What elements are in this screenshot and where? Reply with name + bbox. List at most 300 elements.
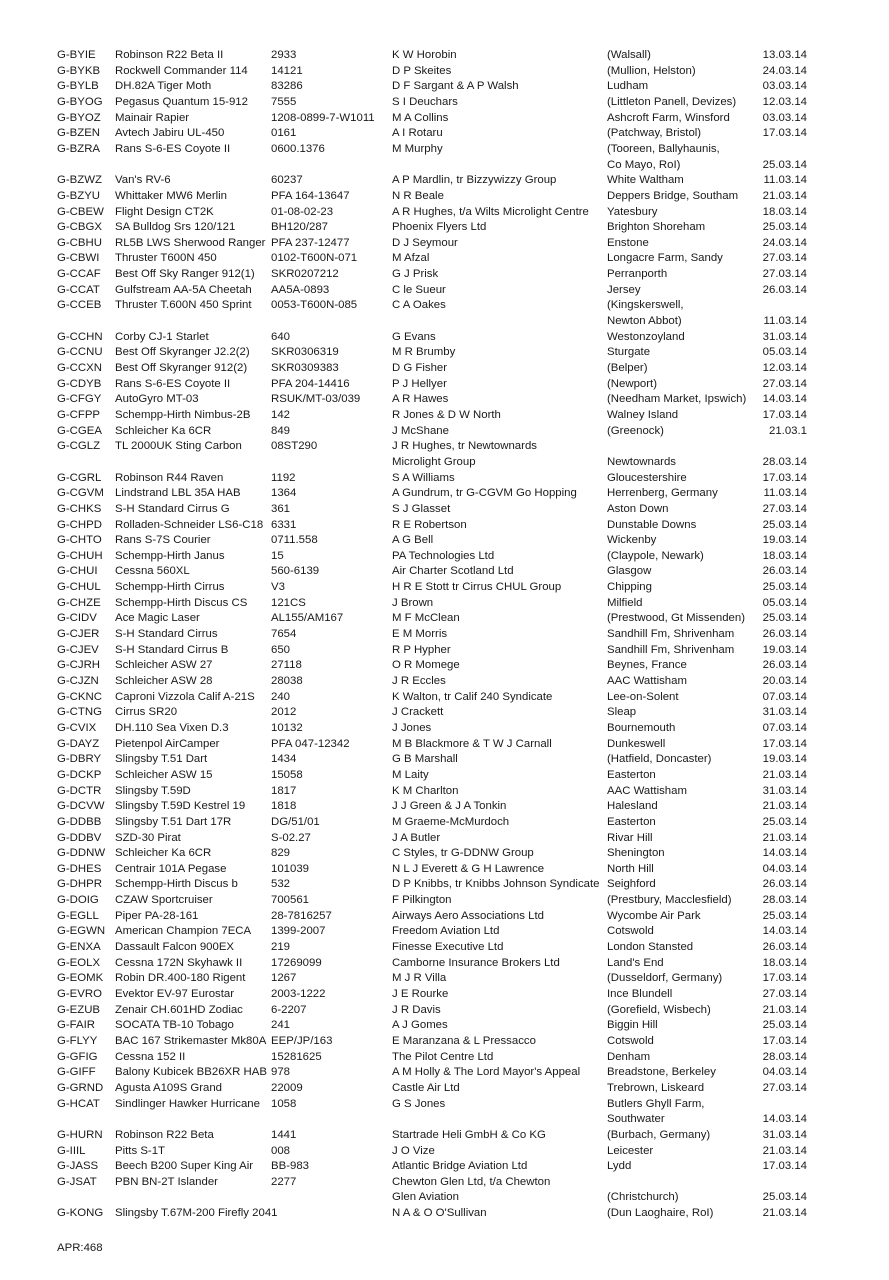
registration: G-CJZN [57, 675, 99, 687]
registration: G-CHUH [57, 549, 103, 562]
registration: G-ENXA [57, 941, 101, 954]
constructor-number: PFA 164-13647 [271, 189, 350, 202]
owner: Freedom Aviation Ltd [392, 925, 500, 938]
registration-date: 14.03.14 [762, 925, 807, 938]
registration-date: 21.03.14 [762, 1144, 807, 1157]
registration: G-FAIR [57, 1019, 95, 1032]
registration: G-JASS [57, 1160, 99, 1173]
owner: Finesse Executive Ltd [392, 941, 504, 954]
register-row [57, 205, 817, 221]
registration-date: 25.03.14 [762, 909, 807, 922]
registration: G-CJER [57, 628, 100, 641]
constructor-number: 361 [271, 502, 291, 515]
registration: G-BZEN [57, 127, 101, 140]
base-location: Chipping [607, 581, 652, 594]
constructor-number: 1818 [271, 800, 297, 813]
constructor-number: BH120/287 [271, 221, 328, 234]
aircraft-type: Best Off Skyranger J2.2(2) [115, 346, 250, 359]
aircraft-type: Mainair Rapier [115, 111, 190, 124]
register-row [57, 987, 817, 1003]
register-row [57, 189, 817, 205]
base-location: (Burbach, Germany) [607, 1128, 711, 1141]
owner: J McShane [392, 424, 449, 437]
registration: G-CCAT [57, 283, 100, 296]
registration-date: 11.03.14 [763, 315, 807, 328]
base-location: Glasgow [607, 565, 652, 578]
owner: P J Hellyer [392, 377, 447, 390]
aircraft-type: Caproni Vizzola Calif A-21S [115, 690, 255, 703]
register-row [57, 533, 817, 549]
registration-date: 14.03.14 [762, 847, 807, 860]
constructor-number: AL155/AM167 [271, 612, 344, 625]
base-location-line-2: Southwater [607, 1113, 665, 1126]
aircraft-type: Beech B200 Super King Air [115, 1160, 254, 1173]
base-location: Milfield [607, 596, 643, 609]
registration-date: 26.03.14 [762, 565, 807, 578]
registration-date: 26.03.14 [762, 659, 807, 672]
registration: G-BZRA [57, 142, 101, 155]
base-location-line-2: Newton Abbot) [607, 315, 682, 328]
aircraft-type: Best Off Skyranger 912(2) [115, 362, 248, 374]
registration: G-BZWZ [57, 174, 102, 187]
register-row [57, 267, 817, 283]
registration-date: 17.03.14 [762, 972, 807, 985]
register-row [57, 424, 817, 440]
owner: Chewton Glen Ltd, t/a Chewton [392, 1175, 551, 1188]
registration: G-IIIL [57, 1144, 86, 1157]
constructor-number: 01-08-02-23 [271, 205, 334, 218]
constructor-number: EEP/JP/163 [271, 1034, 333, 1047]
aircraft-type: Avtech Jabiru UL-450 [115, 127, 225, 140]
registration-date: 05.03.14 [762, 346, 807, 359]
register-row [57, 298, 817, 329]
constructor-number: 0600.1376 [271, 142, 325, 155]
registration-date: 17.03.14 [762, 1160, 807, 1173]
base-location: Yatesbury [607, 205, 658, 218]
owner: The Pilot Centre Ltd [392, 1050, 494, 1063]
constructor-number: SKR0306319 [271, 346, 339, 359]
registration-date: 18.03.14 [762, 549, 807, 562]
owner: Startrade Heli GmbH & Co KG [392, 1128, 546, 1141]
base-location: (Patchway, Bristol) [607, 127, 702, 140]
registration-date: 24.03.14 [762, 64, 807, 77]
registration: G-CIDV [57, 612, 97, 625]
registration: G-CCAF [57, 268, 101, 281]
base-location: Deppers Bridge, Southam [607, 189, 739, 202]
constructor-number: 08ST290 [271, 440, 318, 453]
registration-date: 28.03.14 [762, 1050, 807, 1063]
base-location: (Dun Laoghaire, RoI) [607, 1207, 714, 1220]
base-location: White Waltham [607, 174, 684, 187]
owner: M A Collins [392, 111, 449, 124]
register-row [57, 236, 817, 252]
constructor-number: 101039 [271, 862, 310, 875]
owner: Phoenix Flyers Ltd [392, 221, 487, 234]
aircraft-type: SA Bulldog Srs 120/121 [115, 221, 236, 234]
owner: O R Momege [392, 659, 460, 672]
registration-date: 25.03.14 [762, 612, 807, 625]
registration: G-GIFF [57, 1066, 96, 1079]
aircraft-type: Rolladen-Schneider LS6-C18 [115, 518, 264, 531]
registration-date: 04.03.14 [762, 862, 807, 875]
constructor-number: PFA 237-12477 [271, 236, 350, 249]
base-location: North Hill [607, 862, 654, 875]
register-row [57, 392, 817, 408]
constructor-number: SKR0309383 [271, 362, 339, 374]
owner: E M Morris [392, 628, 448, 641]
registration-date: 25.03.14 [762, 815, 807, 828]
aircraft-type: Cessna 172N Skyhawk II [115, 956, 243, 969]
registration: G-CTNG [57, 706, 102, 719]
registration-date: 12.03.14 [762, 95, 807, 108]
constructor-number: PFA 204-14416 [271, 377, 350, 390]
owner: M F McClean [392, 612, 460, 625]
constructor-number: DG/51/01 [271, 815, 320, 828]
aircraft-type: TL 2000UK Sting Carbon [115, 440, 242, 453]
owner-line-2: Glen Aviation [392, 1191, 459, 1204]
base-location: (Kingskerswell, [607, 299, 684, 312]
base-location: Sleap [607, 706, 637, 719]
register-row [57, 251, 817, 267]
base-location: London Stansted [607, 941, 694, 954]
aircraft-type: DH.82A Tiger Moth [115, 80, 212, 93]
registration: G-CBWI [57, 252, 100, 265]
constructor-number: 142 [271, 408, 291, 421]
aircraft-type: Pitts S-1T [115, 1144, 166, 1157]
owner: A Gundrum, tr G-CGVM Go Hopping [392, 487, 577, 500]
register-row [57, 1034, 817, 1050]
register-row [57, 377, 817, 393]
register-row [57, 705, 817, 721]
base-location: Trebrown, Liskeard [607, 1081, 705, 1094]
base-location: (Needham Market, Ipswich) [607, 393, 747, 406]
constructor-number: 0711.558 [271, 534, 318, 547]
registration-date: 21.03.14 [762, 1003, 807, 1016]
base-location: Butlers Ghyll Farm, [607, 1097, 705, 1110]
base-location-line-2: (Christchurch) [607, 1191, 679, 1204]
owner: M Laity [392, 768, 429, 781]
base-location: Perranporth [607, 268, 668, 281]
registration: G-CCHN [57, 330, 103, 343]
registration: G-CHKS [57, 502, 102, 515]
aircraft-type: Rans S-7S Courier [115, 534, 211, 547]
registration-date: 18.03.14 [762, 205, 807, 218]
aircraft-type: Schleicher Ka 6CR [115, 424, 212, 437]
aircraft-type: Robin DR.400-180 Rigent [115, 972, 246, 985]
aircraft-type: Pietenpol AirCamper [115, 737, 220, 750]
registration: G-CFGY [57, 393, 102, 406]
register-row [57, 111, 817, 127]
register-row [57, 1065, 817, 1081]
base-location: Cotswold [607, 1034, 654, 1047]
page-footer: APR:468 [57, 1242, 103, 1254]
constructor-number: BB-983 [271, 1160, 309, 1173]
aircraft-type: Ace Magic Laser [115, 612, 200, 625]
base-location: (Claypole, Newark) [607, 549, 704, 562]
base-location: (Belper) [607, 362, 648, 374]
constructor-number: 15 [271, 549, 284, 562]
registration: G-DBRY [57, 753, 102, 766]
aircraft-type: Rockwell Commander 114 [115, 64, 248, 77]
registration-date: 31.03.14 [762, 1128, 807, 1141]
registration-date: 27.03.14 [762, 502, 807, 515]
base-location: Bournemouth [607, 721, 676, 734]
constructor-number: 1364 [271, 487, 297, 500]
base-location: Aston Down [607, 502, 669, 515]
owner: J O Vize [392, 1144, 435, 1157]
registration-date: 21.03.14 [762, 189, 807, 202]
owner: M J R Villa [392, 972, 447, 985]
registration: G-HCAT [57, 1097, 100, 1110]
aircraft-type: Slingsby T.51 Dart 17R [115, 815, 232, 828]
constructor-number: 7555 [271, 95, 297, 108]
constructor-number: 008 [271, 1144, 291, 1157]
aircraft-type: Cessna 560XL [115, 565, 190, 578]
registration: G-CCNU [57, 346, 103, 359]
owner: N R Beale [392, 189, 444, 202]
register-row [57, 611, 817, 627]
constructor-number: 0102-T600N-071 [271, 252, 358, 265]
register-row [57, 971, 817, 987]
registration-date: 17.03.14 [762, 737, 807, 750]
registration-date: 25.03.14 [762, 518, 807, 531]
owner: E Maranzana & L Pressacco [392, 1034, 536, 1047]
registration: G-DOIG [57, 894, 99, 907]
aircraft-type: Slingsby T.59D Kestrel 19 [115, 800, 246, 813]
owner: K M Charlton [392, 784, 459, 797]
aircraft-type: Schleicher ASW 15 [115, 768, 213, 781]
aircraft-type: Centrair 101A Pegase [115, 862, 227, 875]
owner: M R Brumby [392, 346, 456, 359]
registration: G-CBGX [57, 221, 102, 234]
base-location: (Hatfield, Doncaster) [607, 753, 712, 766]
owner: A M Holly & The Lord Mayor's Appeal [392, 1066, 581, 1079]
registration-date: 19.03.14 [762, 753, 807, 766]
base-location: (Mullion, Helston) [607, 64, 696, 77]
registration: G-DCTR [57, 784, 102, 797]
registration: G-CGLZ [57, 440, 101, 453]
aircraft-type: S-H Standard Cirrus B [115, 643, 229, 656]
aircraft-type: S-H Standard Cirrus G [115, 502, 230, 515]
register-row [57, 220, 817, 236]
aircraft-type: Evektor EV-97 Eurostar [115, 988, 235, 1000]
owner: J R Davis [392, 1003, 441, 1016]
constructor-number: 829 [271, 847, 291, 860]
aircraft-type: Van's RV-6 [115, 174, 171, 187]
registration: G-CJRH [57, 659, 101, 672]
registration-date: 21.03.14 [762, 800, 807, 813]
registration-date: 25.03.14 [762, 581, 807, 594]
base-location: Cotswold [607, 925, 654, 938]
aircraft-type: Zenair CH.601HD Zodiac [115, 1003, 243, 1016]
registration: G-GRND [57, 1081, 104, 1094]
aircraft-type: Flight Design CT2K [115, 205, 214, 218]
base-location: Jersey [607, 283, 641, 296]
aircraft-type: Pegasus Quantum 15-912 [115, 95, 248, 108]
register-row [57, 64, 817, 80]
aircraft-type: PBN BN-2T Islander [115, 1175, 218, 1188]
registration-date: 25.03.14 [762, 158, 807, 171]
constructor-number: V3 [271, 581, 285, 594]
registration: G-JSAT [57, 1175, 97, 1188]
base-location: AAC Wattisham [607, 784, 687, 797]
constructor-number: S-02.27 [271, 831, 311, 844]
aircraft-type: Schempp-Hirth Cirrus [115, 581, 225, 594]
constructor-number: 1399-2007 [271, 925, 326, 938]
owner: F Pilkington [392, 894, 452, 907]
register-row [57, 549, 817, 565]
aircraft-type: Corby CJ-1 Starlet [115, 330, 209, 343]
register-row [57, 48, 817, 64]
registration: G-BYOG [57, 95, 103, 108]
register-row [57, 909, 817, 925]
constructor-number: 60237 [271, 174, 303, 187]
constructor-number: 17269099 [271, 956, 322, 969]
aircraft-type: Thruster T.600N 450 Sprint [115, 299, 252, 312]
constructor-number: RSUK/MT-03/039 [271, 393, 361, 406]
registration: G-EVRO [57, 988, 102, 1000]
registration: G-DDBV [57, 831, 102, 844]
base-location: Rivar Hill [607, 831, 653, 844]
base-location: (Tooreen, Ballyhaunis, [607, 142, 720, 155]
register-row [57, 439, 817, 470]
constructor-number: 7654 [271, 628, 297, 641]
registration-date: 31.03.14 [762, 706, 807, 719]
constructor-number: 22009 [271, 1081, 303, 1094]
aircraft-type: Agusta A109S Grand [115, 1081, 223, 1094]
registration-date: 21.03.14 [762, 768, 807, 781]
base-location: (Gorefield, Wisbech) [607, 1003, 711, 1016]
owner: A P Mardlin, tr Bizzywizzy Group [392, 174, 557, 187]
registration-date: 03.03.14 [762, 80, 807, 93]
aircraft-type: Thruster T600N 450 [115, 252, 217, 265]
aircraft-type: Rans S-6-ES Coyote II [115, 142, 231, 155]
registration: G-DDBB [57, 815, 102, 828]
constructor-number: 0053-T600N-085 [271, 299, 358, 312]
register-row [57, 940, 817, 956]
registration: G-BYIE [57, 49, 96, 61]
constructor-number: 240 [271, 690, 291, 703]
owner: J E Rourke [392, 988, 449, 1000]
base-location: Longacre Farm, Sandy [607, 252, 723, 265]
base-location: Gloucestershire [607, 471, 687, 484]
base-location: (Greenock) [607, 424, 664, 437]
owner: K Walton, tr Calif 240 Syndicate [392, 690, 553, 703]
base-location: Ashcroft Farm, Winsford [607, 111, 730, 124]
registration: G-CHPD [57, 518, 102, 531]
base-location: Dunstable Downs [607, 518, 697, 531]
owner: A R Hawes [392, 393, 449, 406]
register-row [57, 956, 817, 972]
registration: G-CVIX [57, 721, 97, 734]
constructor-number: 6331 [271, 518, 297, 531]
constructor-number: 640 [271, 330, 291, 343]
owner: S A Williams [392, 471, 455, 484]
registration: G-CDYB [57, 377, 102, 390]
aircraft-type: Best Off Sky Ranger 912(1) [115, 268, 255, 281]
base-location: Beynes, France [607, 659, 687, 672]
owner: J J Green & J A Tonkin [392, 800, 507, 813]
owner: M Murphy [392, 142, 443, 155]
registration-date: 26.03.14 [762, 941, 807, 954]
register-row [57, 345, 817, 361]
registration-date: 05.03.14 [762, 596, 807, 609]
owner: A R Hughes, t/a Wilts Microlight Centre [392, 205, 589, 218]
registration-date: 31.03.14 [762, 330, 807, 343]
registration-date: 14.03.14 [762, 393, 807, 406]
register-row [57, 831, 817, 847]
base-location: Biggin Hill [607, 1019, 658, 1032]
register-row [57, 1206, 817, 1222]
registration-date: 31.03.14 [762, 784, 807, 797]
registration-date: 11.03.14 [763, 487, 807, 500]
base-location: Halesland [607, 800, 658, 813]
owner: Airways Aero Associations Ltd [392, 909, 544, 922]
constructor-number: 15281625 [271, 1050, 322, 1063]
owner: Atlantic Bridge Aviation Ltd [392, 1160, 528, 1173]
aircraft-type: Schempp-Hirth Nimbus-2B [115, 408, 251, 421]
constructor-number: 1441 [271, 1128, 297, 1141]
constructor-number: 121CS [271, 596, 306, 609]
constructor-number: 650 [271, 643, 291, 656]
register-row [57, 95, 817, 111]
registration-date: 12.03.14 [762, 362, 807, 374]
register-row [57, 893, 817, 909]
owner: M Afzal [392, 252, 430, 265]
registration-date: 07.03.14 [762, 721, 807, 734]
constructor-number: 978 [271, 1066, 291, 1079]
owner: H R E Stott tr Cirrus CHUL Group [392, 581, 562, 594]
owner: G S Jones [392, 1097, 446, 1110]
aircraft-type: Sindlinger Hawker Hurricane [115, 1097, 260, 1110]
aircraft-type: Lindstrand LBL 35A HAB [115, 487, 241, 500]
owner: G J Prisk [392, 268, 439, 281]
aircraft-type: S-H Standard Cirrus [115, 628, 218, 641]
register-row [57, 862, 817, 878]
constructor-number: 560-6139 [271, 565, 320, 578]
base-location: Shenington [607, 847, 665, 860]
registration-date: 27.03.14 [762, 252, 807, 265]
registration-date: 20.03.14 [762, 675, 807, 687]
base-location: (Prestbury, Macclesfield) [607, 894, 732, 907]
constructor-number: 14121 [271, 64, 303, 77]
registration: G-DHPR [57, 878, 102, 891]
base-location: Seighford [607, 878, 656, 891]
registration: G-EOLX [57, 956, 101, 969]
base-location: (Prestwood, Gt Missenden) [607, 612, 746, 625]
registration: G-DDNW [57, 847, 106, 860]
constructor-number: 700561 [271, 894, 310, 907]
register-row [57, 768, 817, 784]
registration: G-CCXN [57, 362, 102, 374]
aircraft-type: Slingsby T.59D [115, 784, 191, 797]
constructor-number: 241 [271, 1019, 291, 1032]
aircraft-type: Cirrus SR20 [115, 706, 178, 719]
register-row [57, 1003, 817, 1019]
owner: D J Seymour [392, 236, 458, 249]
constructor-number: 1192 [271, 471, 296, 484]
constructor-number: 532 [271, 878, 291, 891]
register-row [57, 142, 817, 173]
base-location: Lydd [607, 1160, 632, 1173]
aircraft-type: BAC 167 Strikemaster Mk80A [115, 1034, 267, 1047]
register-row [57, 643, 817, 659]
constructor-number: 2012 [271, 706, 297, 719]
base-location: Enstone [607, 236, 649, 249]
owner: J Brown [392, 596, 434, 609]
registration: G-CBHU [57, 236, 102, 249]
base-location: Sturgate [607, 346, 651, 359]
